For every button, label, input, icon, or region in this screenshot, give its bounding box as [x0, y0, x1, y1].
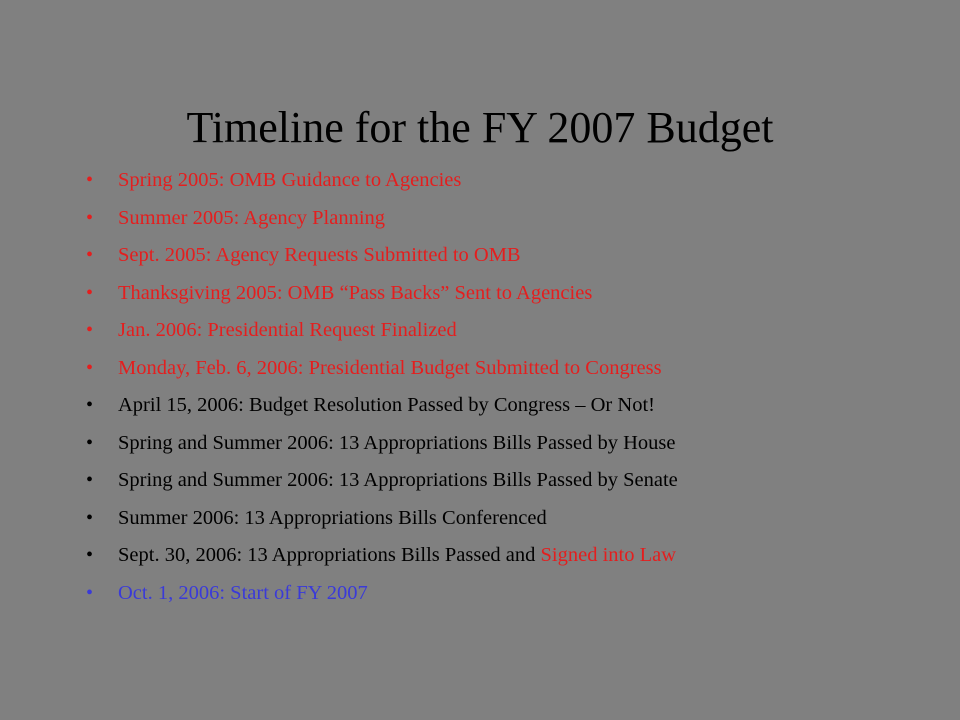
bullet-icon: • [86, 506, 94, 529]
bullet-icon: • [86, 356, 94, 379]
timeline-item-text: Spring 2005: OMB Guidance to Agencies [118, 169, 462, 191]
bullet-icon: • [86, 206, 94, 229]
timeline-item [86, 200, 946, 238]
timeline-item [86, 575, 946, 613]
timeline-item [86, 237, 946, 275]
timeline-item-text: Monday, Feb. 6, 2006: Presidential Budget Submitted to Congress [118, 356, 662, 379]
timeline-item [86, 387, 946, 425]
timeline-item-text: Spring and Summer 2006: 13 Appropriations Bills Passed by Senate [118, 469, 678, 491]
timeline-item [86, 275, 946, 313]
timeline-item-text: Spring and Summer 2006: 13 Appropriations Bills Passed by House [118, 431, 676, 454]
timeline-item-text: April 15, 2006: Budget Resolution Passed by Congress – Or Not! [118, 394, 655, 416]
timeline-item-text: Summer 2006: 13 Appropriations Bills Conferenced [118, 506, 547, 529]
timeline-item-text: Sept. 30, 2006: 13 Appropriations Bills Passed and [118, 544, 541, 566]
bullet-icon: • [86, 281, 94, 304]
timeline-item [86, 462, 946, 500]
bullet-icon: • [86, 581, 94, 604]
timeline-list [86, 162, 946, 612]
bullet-icon: • [86, 244, 94, 266]
slide-title: Timeline for the FY 2007 Budget [186, 103, 774, 152]
bullet-icon: • [86, 394, 94, 416]
bullet-icon: • [86, 544, 94, 566]
bullet-icon: • [86, 169, 94, 191]
timeline-item-text: Summer 2005: Agency Planning [118, 206, 386, 229]
timeline-item [86, 162, 946, 200]
bullet-icon: • [86, 431, 94, 454]
timeline-item-text: Thanksgiving 2005: OMB “Pass Backs” Sent to Agencies [118, 281, 593, 304]
timeline-item [86, 500, 946, 538]
timeline-item-text: Oct. 1, 2006: Start of FY 2007 [118, 581, 368, 604]
timeline-item [86, 312, 946, 350]
timeline-item [86, 425, 946, 463]
timeline-item [86, 350, 946, 388]
timeline-item-text: Signed into Law [540, 544, 677, 566]
timeline-item-text: Sept. 2005: Agency Requests Submitted to OMB [118, 244, 521, 266]
bullet-icon: • [86, 469, 94, 491]
bullet-icon: • [86, 319, 94, 341]
timeline-item-text: Jan. 2006: Presidential Request Finalized [118, 319, 457, 341]
timeline-item [86, 537, 946, 575]
